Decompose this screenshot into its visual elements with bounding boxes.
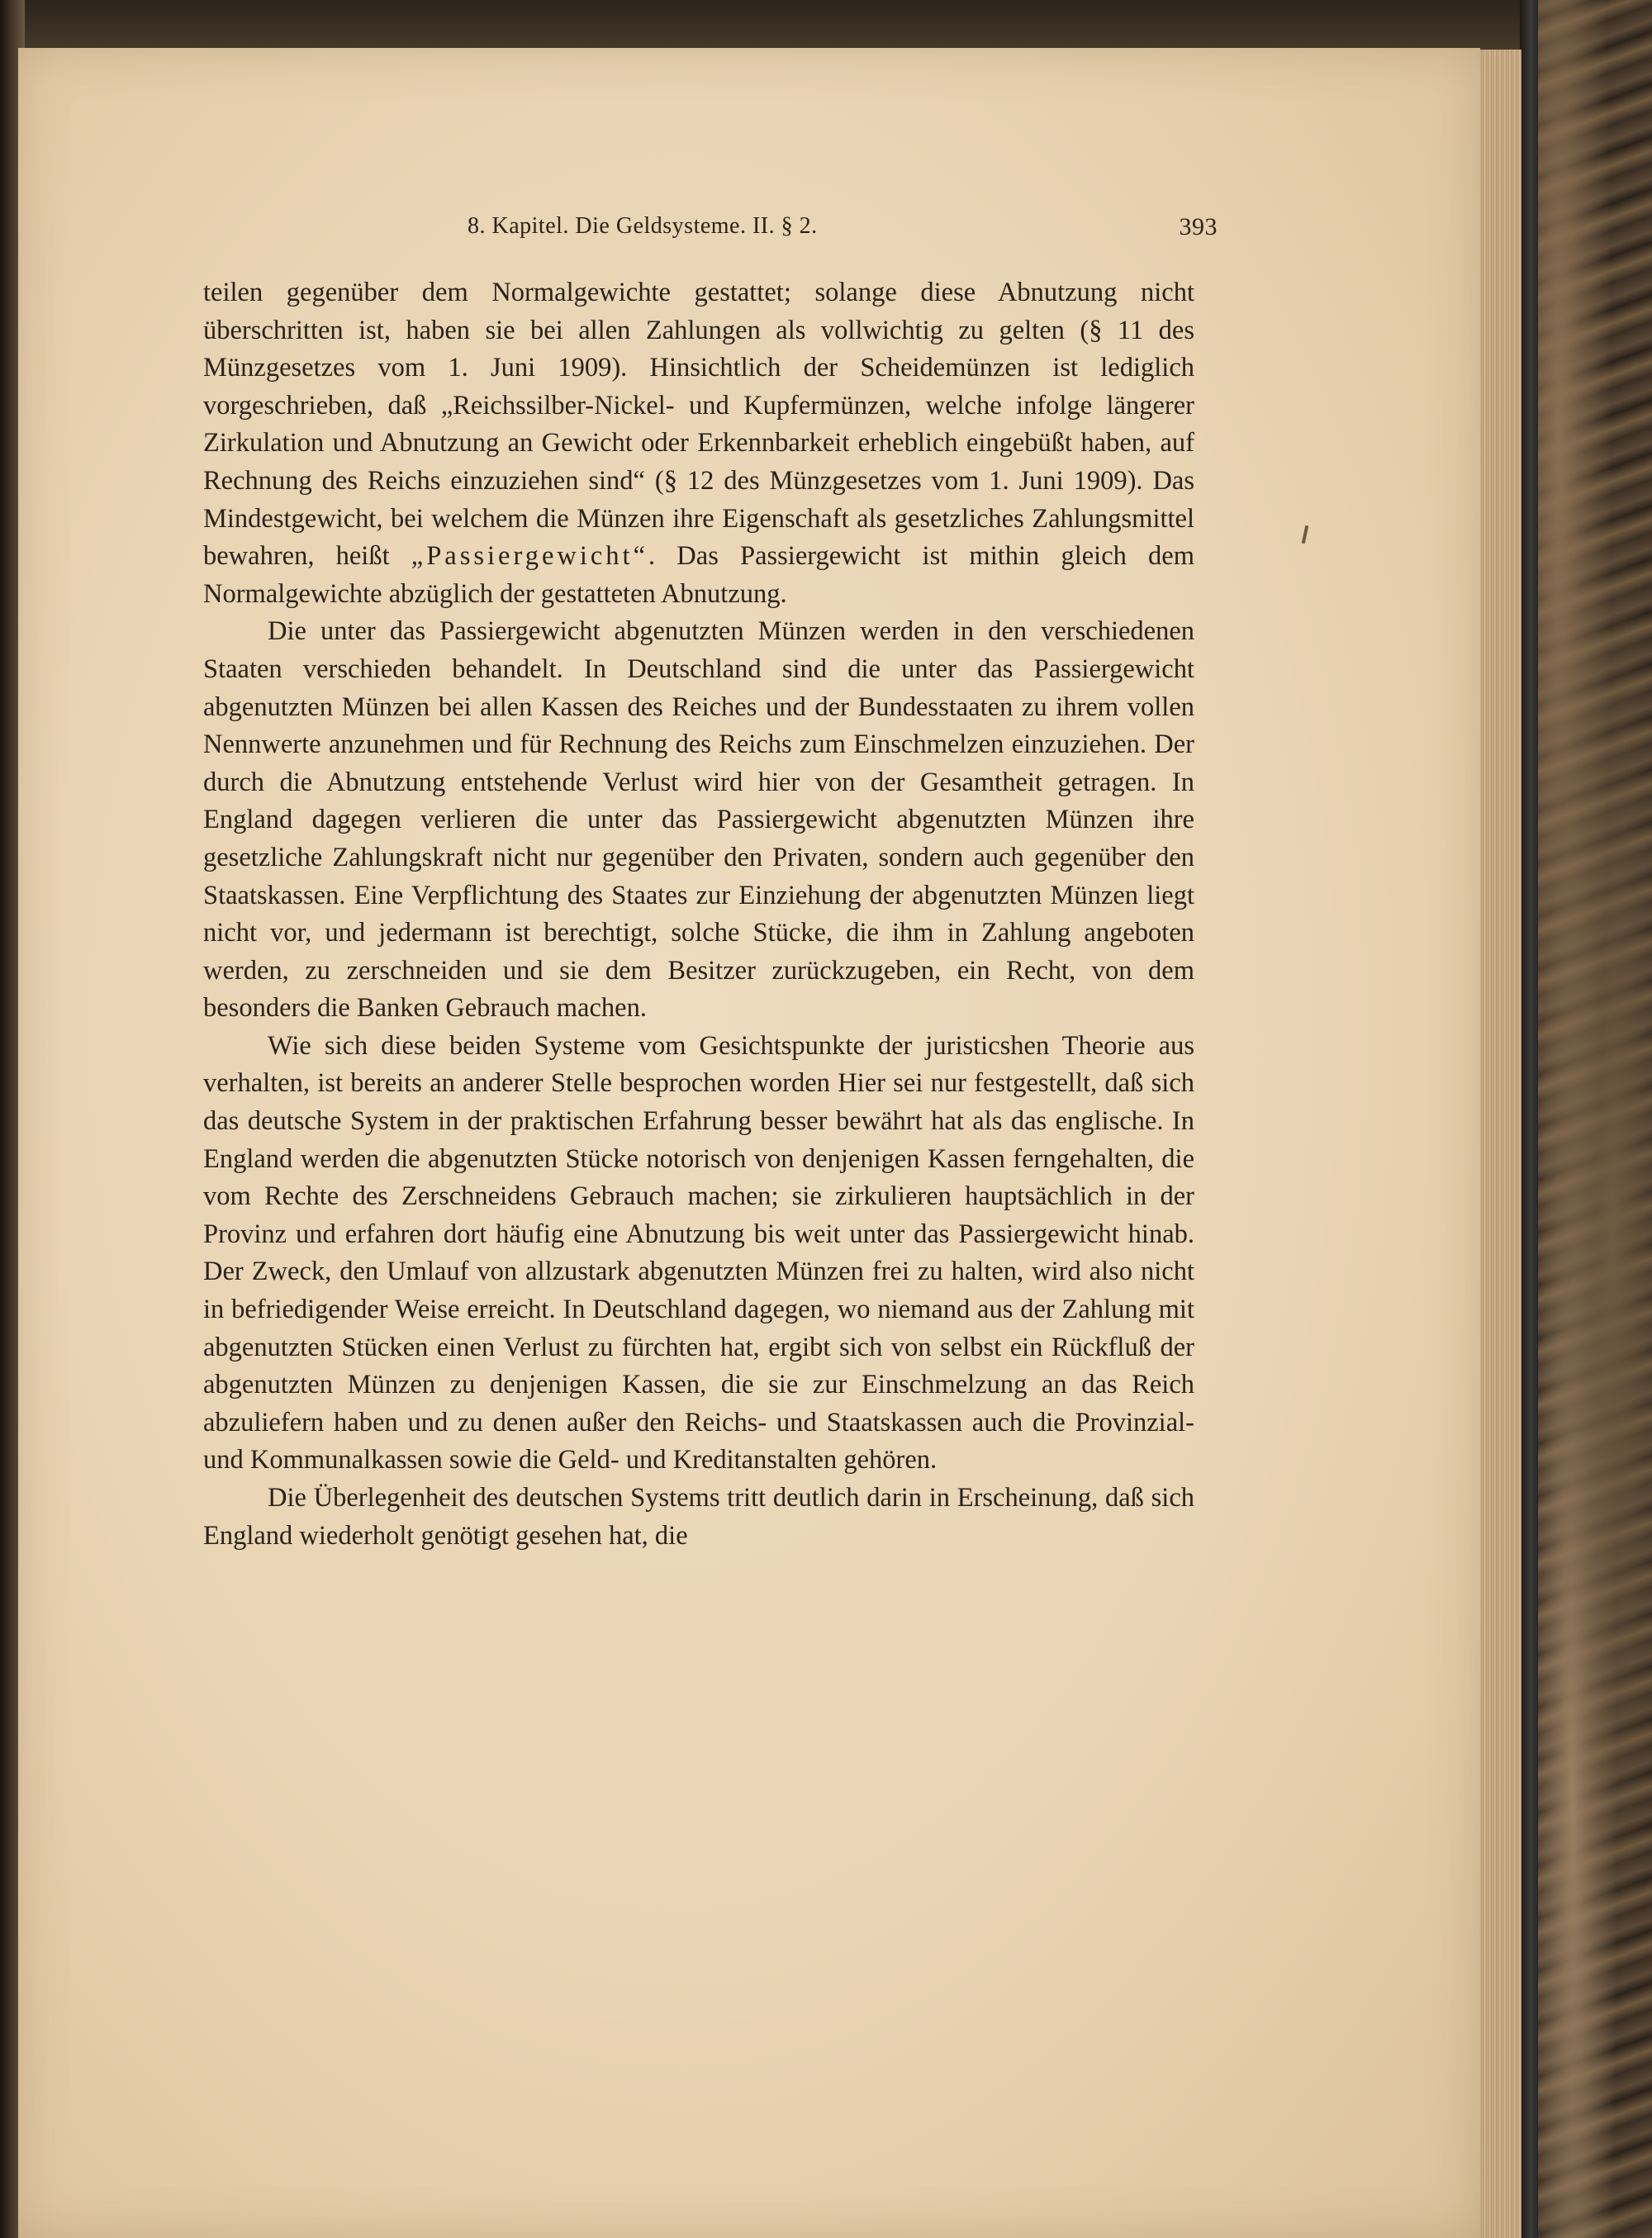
- marbled-cover: [1520, 0, 1652, 2238]
- paragraph-1-tail: . Das Passiergewicht ist mithin gleich dem Normalgewichte abzüglich der gestatteten Abnutzung.: [203, 541, 1194, 609]
- running-head: 8. Kapitel. Die Geldsysteme. II. § 2.: [468, 213, 818, 239]
- paragraph-2: Die unter das Passiergewicht abgenutzten Münzen werden in den verschiedenen Staaten verschieden behandelt. In Deutschland sind die unter das Passiergewicht abgenutzten Münzen bei allen Kassen des Reiches und der Bundesstaaten zu ihrem vollen Nennwerte anzunehmen und für Rechnung des Reichs zum Einschmelzen einzuziehen. Der durch die Abnutzung entstehende Verlust wird hier von der Gesamtheit getragen. In England dagegen verlieren die unter das Passiergewicht abgenutzten Münzen ihre gesetzliche Zahlungskraft nicht nur gegenüber den Privaten, sondern auch gegenüber den Staatskassen. Eine Verpflichtung des Staates zur Einziehung der abgenutzten Münzen liegt nicht vor, und jedermann ist berechtigt, solche Stücke, die ihm in Zahlung angeboten werden, zu zerschneiden und sie dem Besitzer zurückzugeben, ein Recht, von dem besonders die Banken Gebrauch machen.: [203, 616, 1194, 1024]
- cover-spine-edge: [1520, 0, 1538, 2238]
- spaced-term-passiergewicht: „Passiergewicht“: [411, 541, 648, 572]
- paragraph-4: Die Überlegenheit des deutschen Systems tritt deutlich darin in Erscheinung, daß sich England wiederholt genötigt gesehen hat, die: [203, 1483, 1194, 1551]
- page-number: 393: [1179, 213, 1218, 240]
- paragraph-3: Wie sich diese beiden Systeme vom Gesichtspunkte der juristicshen Theorie aus verhalten, ist bereits an anderer Stelle besprochen worden Hier sei nur festgestellt, daß sich das deutsche System in der praktischen Erfahrung besser bewährt hat als das englische. In England werden die abgenutzten Stücke notorisch von denjenigen Kassen ferngehalten, die vom Rechte des Zerschneidens Gebrauch machen; sie zirkulieren hauptsächlich in der Provinz und erfahren dort häufig eine Abnutzung bis weit unter das Passiergewicht hinab. Der Zweck, den Umlauf von allzustark abgenutzten Münzen frei zu halten, wird also nicht in befriedigender Weise erreicht. In Deutschland dagegen, wo niemand aus der Zahlung mit abgenutzten Stücken einen Verlust zu fürchten hat, ergibt sich von selbst ein Rückfluß der abgenutzten Münzen zu denjenigen Kassen, die sie zur Einschmelzung an das Reich abzuliefern haben und zu denen außer den Reichs- und Staatskassen auch die Provinzial- und Kommunalkassen sowie die Geld- und Kreditanstalten gehören.: [203, 1030, 1194, 1475]
- body-text: [203, 274, 1194, 1555]
- page-content: [203, 213, 1218, 1555]
- paragraph-1-text: teilen gegenüber dem Normalgewichte gestattet; solange diese Abnutzung nicht überschritten ist, haben sie bei allen Zahlungen als vollwichtig zu gelten (§ 11 des Münzgesetzes vom 1. Juni 1909). Hinsichtlich der Scheidemünzen ist lediglich vorgeschrieben, daß „Reichssilber-Nickel- und Kupfermünzen, welche infolge längerer Zirkulation und Abnutzung an Gewicht oder Erkennbarkeit erheblich eingebüßt haben, auf Rechnung des Reichs einzuziehen sind“ (§ 12 des Münzgesetzes vom 1. Juni 1909). Das Mindestgewicht, bei welchem die Münzen ihre Eigenschaft als gesetzliches Zahlungsmittel bewahren, heißt: [203, 278, 1194, 572]
- page-header: [203, 213, 1218, 249]
- pencil-margin-mark: [1302, 525, 1308, 544]
- paragraph-1: [203, 274, 1194, 613]
